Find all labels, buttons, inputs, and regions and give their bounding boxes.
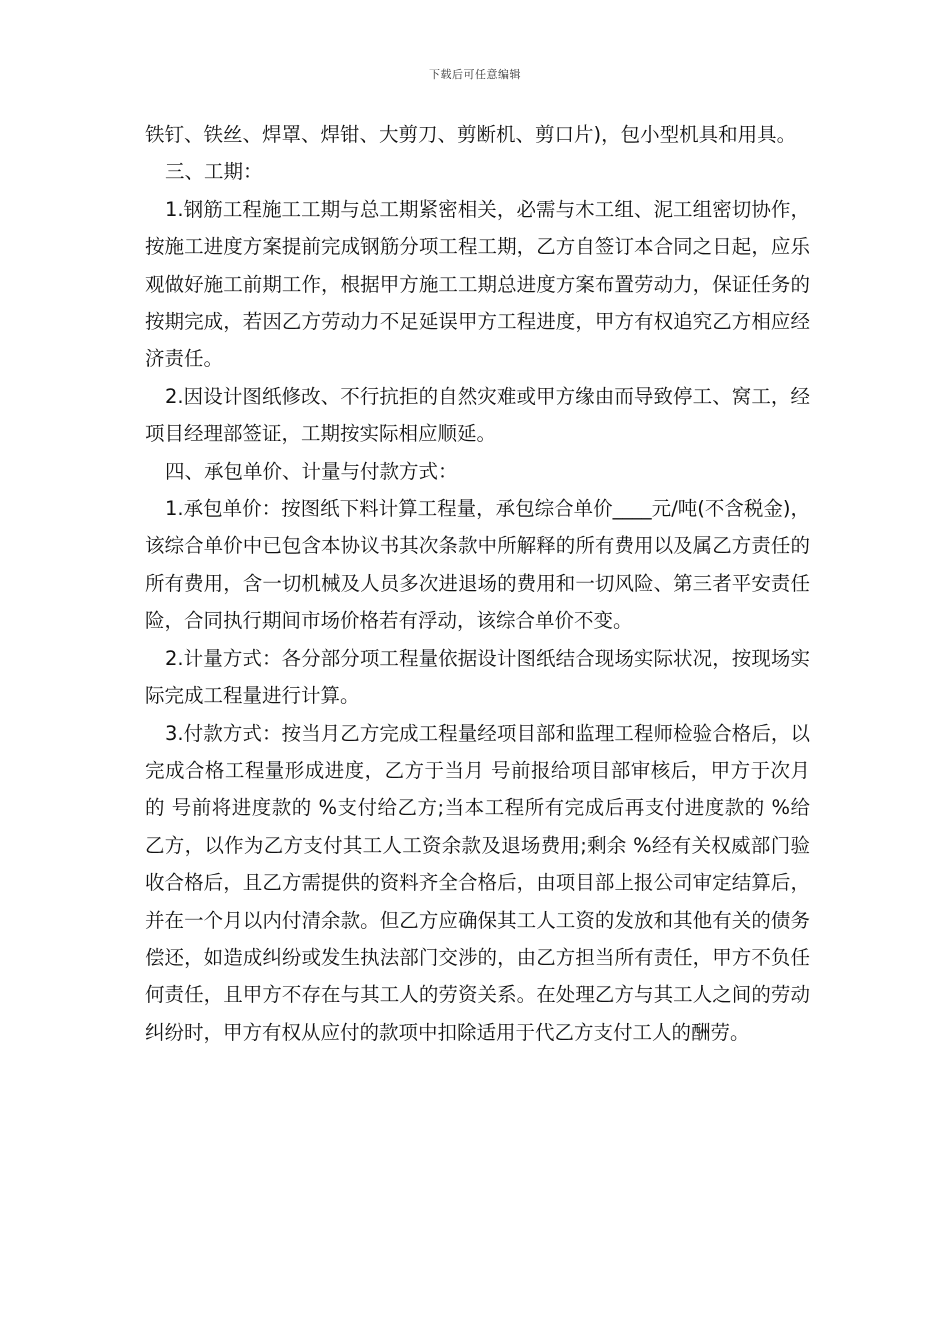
document-body — [145, 116, 810, 1051]
section-heading-pricing: 四、承包单价、计量与付款方式： — [165, 459, 458, 483]
page-header: 下载后可任意编辑 — [429, 68, 521, 81]
clause-schedule-2: 2.因设计图纸修改、不行抗拒的自然灾难或甲方缘由而导致停工、窝工，经项目经理部签证，工期按实际相应顺延。 — [145, 384, 810, 446]
paragraph-continuation: 铁钉、铁丝、焊罩、焊钳、大剪刀、剪断机、剪口片)，包小型机具和用具。 — [145, 123, 797, 146]
section-heading-schedule: 三、工期： — [165, 160, 263, 184]
clause-measurement: 2.计量方式：各分部分项工程量依据设计图纸结合现场实际状况，按现场实际完成工程量进行计算。 — [145, 646, 810, 708]
clause-schedule-1: 1.钢筋工程施工工期与总工期紧密相关，必需与木工组、泥工组密切协作，按施工进度方案提前完成钢筋分项工程工期，乙方自签订本合同之日起，应乐观做好施工前期工作，根据甲方施工工期总进度方案布置劳动力，保证任务的按期完成，若因乙方劳动力不足延误甲方工程进度，甲方有权追究乙方相应经济责任。 — [145, 197, 810, 371]
clause-payment: 3.付款方式：按当月乙方完成工程量经项目部和监理工程师检验合格后，以完成合格工程量形成进度，乙方于当月 号前报给项目部审核后，甲方于次月的 号前将进度款的 %支付给乙方;当本工程所有完成后再支付进度款的 %给乙方，以作为乙方支付其工人工资余款及退场费用;剩余 %经有关权威部门验收合格后，且乙方需提供的资料齐全合格后，由项目部上报公司审定结算后，并在一个月以内付清余款。但乙方应确保其工人工资的发放和其他有关的债务偿还，如造成纠纷或发生执法部门交涉的，由乙方担当所有责任，甲方不负任何责任，且甲方不存在与其工人的劳资关系。在处理乙方与其工人之间的劳动纠纷时，甲方有权从应付的款项中扣除适用于代乙方支付工人的酬劳。 — [145, 721, 810, 1044]
clause-unit-price: 1.承包单价：按图纸下料计算工程量，承包综合单价____元/吨(不含税金)，该综合单价中已包含本协议书其次条款中所解释的所有费用以及属乙方责任的所有费用，含一切机械及人员多次进退场的费用和一切风险、第三者平安责任险，合同执行期间市场价格若有浮动，该综合单价不变。 — [145, 497, 810, 633]
